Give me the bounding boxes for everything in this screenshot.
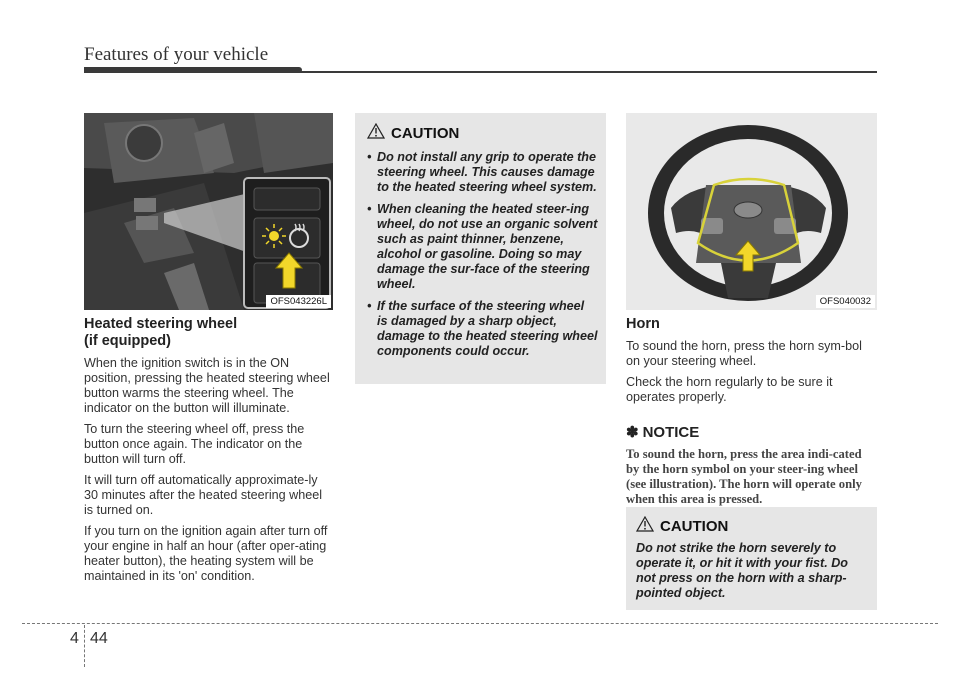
- caution-item: • Do not install any grip to operate the steering wheel. This causes damage to the heated steering wheel system.: [367, 150, 597, 194]
- page-number: 44: [90, 630, 108, 647]
- paragraph: Check the horn regularly to be sure it operates properly.: [626, 375, 833, 404]
- notice-star-icon: ✽: [626, 424, 639, 441]
- caution-title: CAUTION: [660, 517, 729, 535]
- caution-title: CAUTION: [391, 124, 460, 142]
- notice-body: To sound the horn, press the area indi-cated by the horn symbol on your steer-ing wheel (see illustration). The horn will operate only when this area is pressed.: [626, 447, 862, 506]
- caution-header: [367, 123, 598, 143]
- notice-header: [626, 423, 878, 441]
- section-title: Features of your vehicle: [84, 44, 269, 65]
- paragraph: To turn the steering wheel off, press the button once again. The indicator on the button will turn off.: [84, 422, 305, 466]
- paragraph: When the ignition switch is in the ON position, pressing the heated steering wheel button warms the steering wheel. The indicator on the button will illuminate.: [84, 356, 330, 415]
- horn-heading: Horn: [626, 316, 660, 332]
- paragraph: It will turn off automatically approximate-ly 30 minutes after the heated steering wheel is turned on.: [84, 473, 323, 517]
- caution-box-horn: [626, 507, 877, 610]
- heated-steering-heading-sub: (if equipped): [84, 333, 171, 349]
- warning-triangle-icon: [367, 123, 385, 143]
- figure-code-label: OFS040032: [816, 295, 875, 308]
- footer-divider: [84, 625, 85, 667]
- notice-title: NOTICE: [642, 423, 700, 441]
- caution-text: Do not strike the horn severely to operate it, or hit it with your fist. Do not press on the horn with a sharp-pointed object.: [636, 541, 848, 600]
- header-rule: [84, 71, 877, 73]
- caution-header: [636, 516, 869, 536]
- caution-item: • If the surface of the steering wheel is damaged by a sharp object, damage to the heated steering wheel components could occur.: [367, 299, 598, 358]
- heated-steering-button-illustration: [84, 113, 333, 310]
- footer-rule: [22, 623, 938, 624]
- paragraph: If you turn on the ignition again after turn off your engine in half an hour (after oper-ating heater button), the heating system will be maintained in its 'on' condition.: [84, 524, 328, 583]
- horn-section: [626, 316, 878, 507]
- dashboard-illustration: [84, 113, 333, 310]
- heated-steering-section: [84, 316, 334, 584]
- steering-wheel-illustration: [626, 113, 877, 310]
- figure-code-label: OFS043226L: [266, 295, 331, 308]
- heated-steering-heading: Heated steering wheel: [84, 316, 238, 332]
- warning-triangle-icon: [636, 516, 654, 536]
- paragraph: To sound the horn, press the horn sym-bol on your steering wheel.: [626, 339, 862, 368]
- chapter-number: 4: [70, 630, 79, 647]
- caution-item: • When cleaning the heated steer-ing wheel, do not use an organic solvent such as paint thinner, benzene, alcohol or gasoline. Doing so may damage the sur-face of the steering wheel.: [367, 202, 598, 291]
- caution-box-heated-wheel: [355, 113, 606, 384]
- steering-wheel-drawing: [626, 113, 877, 310]
